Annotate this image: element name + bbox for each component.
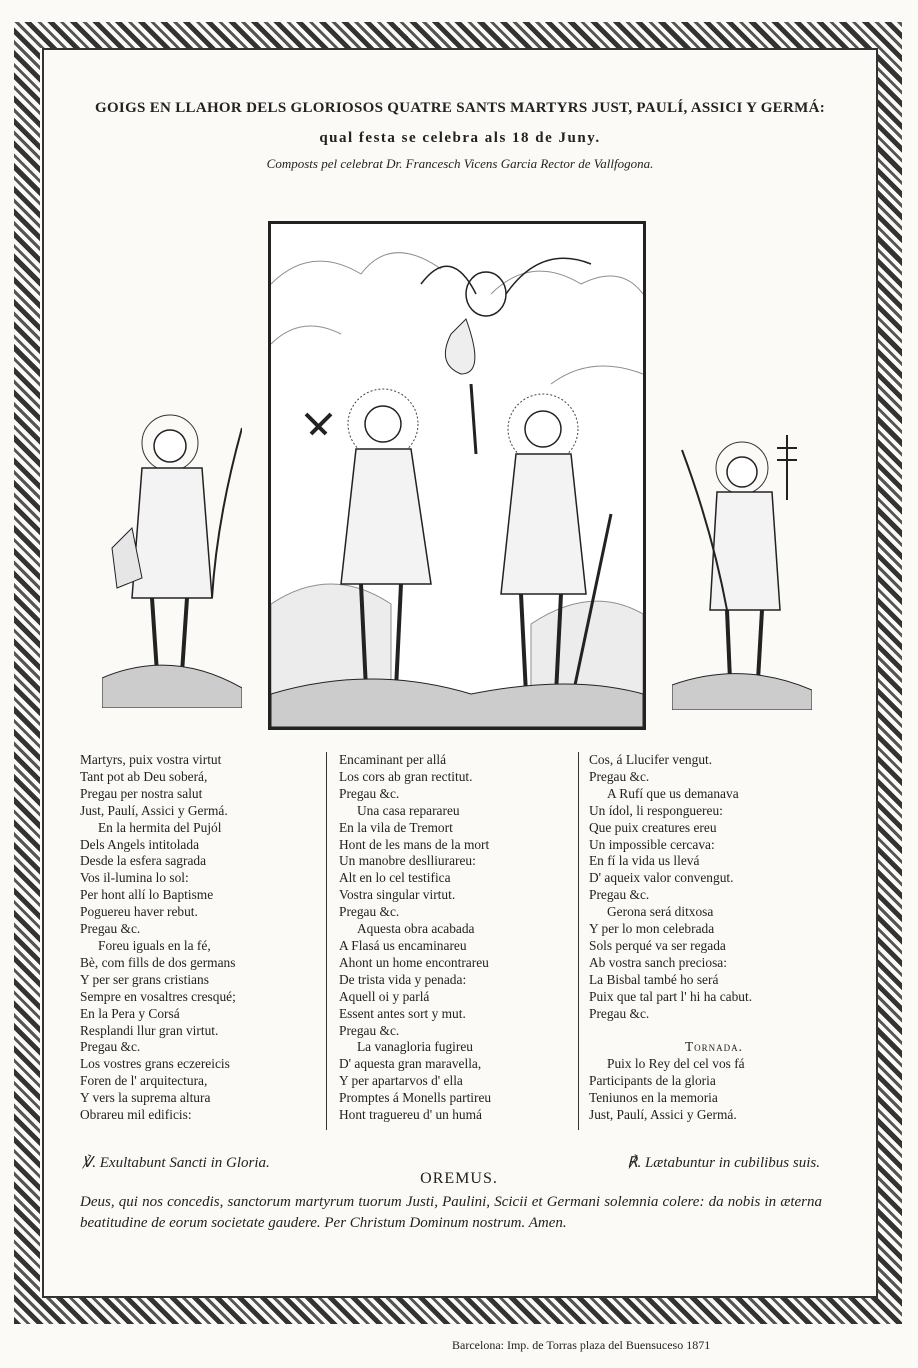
- verse-line: A Flasá us encaminareu: [339, 937, 467, 953]
- verse-line: En fí la vida us llevá: [589, 853, 700, 869]
- verse-line: Hont de les mans de la mort: [339, 836, 490, 852]
- verse-line: Vos il-lumina lo sol:: [80, 870, 189, 886]
- header: [60, 100, 860, 172]
- verse-line: D' aquesta gran maravella,: [339, 1056, 482, 1072]
- verse-line: Just, Paulí, Assici y Germá.: [589, 1107, 737, 1123]
- verse-line: Sols perqué va ser regada: [589, 937, 726, 953]
- verse-line: Y vers la suprema altura: [80, 1090, 211, 1106]
- verse-line: Puix que tal part l' hi ha cabut.: [589, 988, 753, 1004]
- verse-line: Essent antes sort y mut.: [339, 1005, 466, 1021]
- verse-column-3: [578, 752, 839, 1130]
- verse-line: Sempre en vosaltres cresqué;: [80, 988, 236, 1004]
- verse-line: Aquesta obra acabada: [357, 921, 475, 937]
- verse-line: En la vila de Tremort: [339, 819, 453, 835]
- verse-line: Bè, com fills de dos germans: [80, 954, 236, 970]
- verse-line: La Bisbal també ho será: [589, 971, 719, 987]
- verse-line: Just, Paulí, Assici y Germá.: [80, 802, 228, 818]
- verse-line: Resplandi llur gran virtut.: [80, 1022, 219, 1038]
- verse-column-1: [80, 752, 316, 1130]
- verse-line: De trista vida y penada:: [339, 971, 467, 987]
- oremus-heading: OREMUS.: [420, 1170, 498, 1187]
- versicle: ℣. Exultabunt Sancti in Gloria.: [82, 1155, 270, 1171]
- author-line: Composts pel celebrat Dr. Francesch Vicens Garcia Rector de Vallfogona.: [266, 156, 654, 171]
- verse-line: En la Pera y Corsá: [80, 1005, 180, 1021]
- verse-line: Y per lo mon celebrada: [589, 921, 715, 937]
- verse-line: Y per ser grans cristians: [80, 971, 209, 987]
- verse-column-2: [326, 752, 579, 1130]
- verse-line: Dels Angels intitolada: [80, 836, 200, 852]
- verse-line: Promptes á Monells partireu: [339, 1090, 492, 1106]
- verses: [80, 752, 840, 1132]
- verse-line: Pregau &c.: [589, 768, 650, 784]
- right-saint-illustration: [672, 430, 812, 710]
- verse-line: Puix lo Rey del cel vos fá: [607, 1056, 745, 1072]
- verse-line: Pregau &c.: [80, 1039, 141, 1055]
- main-woodcut-illustration: [268, 221, 646, 730]
- verse-line: Poguereu haver rebut.: [80, 904, 198, 920]
- verse-line: Pregau per nostra salut: [80, 785, 203, 801]
- verse-line: Per hont allí lo Baptisme: [80, 887, 214, 903]
- verse-line: Pregau &c.: [339, 785, 400, 801]
- verse-line: Martyrs, puix vostra virtut: [80, 752, 222, 767]
- left-saint-illustration: [102, 408, 242, 708]
- verse-line: Cos, á Llucifer vengut.: [589, 752, 713, 767]
- verse-line: Pregau &c.: [80, 921, 141, 937]
- verse-line: Los vostres grans eczereicis: [80, 1056, 230, 1072]
- verse-line: [589, 1023, 839, 1040]
- verse-line: Pregau &c.: [589, 887, 650, 903]
- verse-line: Hont traguereu d' un humá: [339, 1107, 482, 1123]
- verse-line: Un ídol, li responguereu:: [589, 802, 723, 818]
- verse-line: Pregau &c.: [339, 1022, 400, 1038]
- verse-line: Ab vostra sanch preciosa:: [589, 954, 727, 970]
- verse-line: Que puix creatures ereu: [589, 819, 717, 835]
- verse-line: Foreu iguals en la fé,: [98, 937, 211, 953]
- verse-line: Desde la esfera sagrada: [80, 853, 207, 869]
- verse-line: Participants de la gloria: [589, 1073, 716, 1089]
- verse-line: Aquell oi y parlá: [339, 988, 430, 1004]
- verse-line: Gerona será ditxosa: [607, 904, 714, 920]
- response: ℟. Lætabuntur in cubilibus suis.: [627, 1155, 820, 1171]
- verse-line: Foren de l' arquitectura,: [80, 1073, 208, 1089]
- verse-line: Obrareu mil edificis:: [80, 1107, 192, 1123]
- verse-line: Una casa reparareu: [357, 802, 460, 818]
- verse-line: La vanagloria fugireu: [357, 1039, 473, 1055]
- verse-line: D' aqueix valor convengut.: [589, 870, 734, 886]
- subtitle: qual festa se celebra als 18 de Juny.: [319, 130, 601, 146]
- verse-line: Pregau &c.: [339, 904, 400, 920]
- verse-line: Alt en lo cel testifica: [339, 870, 451, 886]
- main-title: GOIGS EN LLAHOR DELS GLORIOSOS QUATRE SANTS MARTYRS JUST, PAULÍ, ASSICI Y GERMÁ:: [95, 100, 825, 116]
- verse-line: Un manobre deslliurareu:: [339, 853, 476, 869]
- verse-line: Tornada.: [684, 1039, 744, 1055]
- verse-line: A Rufí que us demanava: [607, 785, 739, 801]
- imprint: Barcelona: Imp. de Torras plaza del Buensuceso 1871: [452, 1338, 711, 1352]
- verse-line: Vostra singular virtut.: [339, 887, 456, 903]
- verse-line: Y per apartarvos d' ella: [339, 1073, 463, 1089]
- verse-line: Los cors ab gran rectitut.: [339, 768, 473, 784]
- verse-line: En la hermita del Pujól: [98, 819, 222, 835]
- verse-line: Teniunos en la memoria: [589, 1090, 718, 1106]
- verse-line: Encaminant per allá: [339, 752, 447, 767]
- verse-line: Un impossible cercava:: [589, 836, 715, 852]
- verse-line: Tant pot ab Deu soberá,: [80, 768, 208, 784]
- prayer-text: Deus, qui nos concedis, sanctorum martyrum tuorum Justi, Paulini, Scicii et Germani solemnia colere: da nobis in æterna beatitudine de eorum societate gaudere. Per Christum Dominum nostrum. Amen.: [80, 1194, 822, 1231]
- verse-line: Pregau &c.: [589, 1005, 650, 1021]
- verse-line: Ahont un home encontrareu: [339, 954, 489, 970]
